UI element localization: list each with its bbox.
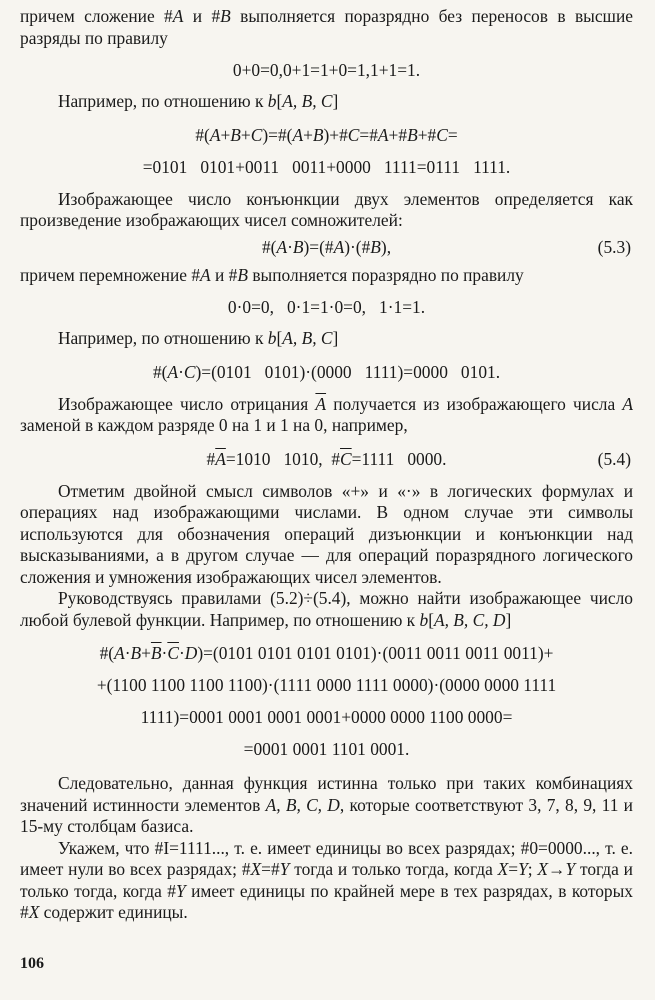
italic-symbol: X xyxy=(497,859,509,879)
text-run: + xyxy=(220,124,231,145)
italic-symbol: A, B, C, D xyxy=(433,609,506,630)
italic-symbol: C xyxy=(436,124,448,145)
text-run: · xyxy=(178,361,184,382)
text-run: )·(# xyxy=(344,236,371,257)
italic-symbol: B xyxy=(407,124,418,145)
negated-symbol: $\overline{A}$ xyxy=(315,393,327,414)
text-run: )=(# xyxy=(303,236,334,257)
italic-symbol: X xyxy=(28,902,40,922)
italic-symbol: B xyxy=(312,124,324,145)
text-run: #( xyxy=(195,124,210,145)
paragraph xyxy=(20,328,633,350)
text-run: ] xyxy=(332,91,339,111)
text-run: # xyxy=(206,448,216,469)
text-run: → xyxy=(548,859,566,879)
text-run: причем сложение xyxy=(20,6,165,26)
text-run: Изображающее число отрицания xyxy=(58,393,316,414)
italic-symbol: B xyxy=(237,264,248,285)
text-run: =# xyxy=(359,124,378,145)
text-run: # xyxy=(211,6,221,26)
text-run: тогда и только тогда, когда xyxy=(289,859,498,879)
text-run: )+# xyxy=(323,124,348,145)
text-run: 0·0=0, 0·1=1·0=0, 1·1=1. xyxy=(227,297,426,317)
text-run: +# xyxy=(388,124,408,145)
italic-symbol: A xyxy=(377,124,389,145)
text-run: =0101 0101+0011 0011+0000 1111=0111 1111. xyxy=(142,156,511,177)
italic-symbol: C xyxy=(183,361,196,382)
text-run: выполняется поразрядно по правилу xyxy=(248,264,524,285)
text-run: # xyxy=(191,264,201,285)
italic-symbol: A xyxy=(209,124,221,145)
formula xyxy=(20,448,633,470)
italic-symbol: A xyxy=(167,361,179,382)
italic-symbol: Y xyxy=(279,859,290,879)
text-run: имеет единицы по крайней мере в тех разрядах, в которых # xyxy=(20,880,633,922)
text-run: Например, по отношению к xyxy=(58,91,268,111)
text-run: =0001 0001 1101 0001. xyxy=(243,739,410,759)
paragraph xyxy=(20,265,633,287)
page-content xyxy=(20,6,633,924)
text-run: Например, по отношению к xyxy=(58,328,268,348)
italic-symbol: b xyxy=(267,328,277,348)
text-run: [ xyxy=(428,609,434,630)
text-run: · xyxy=(124,643,131,663)
text-run: Отметим двойной смысл символов «+» и «·» в логических формулах и операциях над изображающими числами. В одном случае эти символы используются для обозначения операций дизъюнкции и конъюнкции над высказываниями, а в другом случае — для операций поразрядного логического сложения и умножения изображающих чисел элементов. xyxy=(20,480,633,587)
italic-symbol: Y xyxy=(518,859,528,879)
text-run: ] xyxy=(505,609,512,630)
text-run: получается из изображающего числа xyxy=(326,393,623,414)
formula xyxy=(20,124,633,146)
text-run: )=#( xyxy=(262,124,293,145)
text-run: # xyxy=(164,6,173,26)
text-run: + xyxy=(141,643,151,663)
text-run: ), xyxy=(380,236,392,257)
formula xyxy=(20,706,633,728)
negated-symbol: $\overline{C}$ xyxy=(167,643,179,663)
text-run: + xyxy=(240,124,251,145)
text-run: )=(0101 0101)·(0000 1111)=0000 0101. xyxy=(195,361,501,382)
formula xyxy=(20,738,633,760)
italic-symbol: A, B, C, D xyxy=(265,794,340,815)
text-run: #( xyxy=(99,643,115,663)
italic-symbol: A, B, C xyxy=(282,328,333,348)
paragraph xyxy=(20,481,633,589)
italic-symbol: A xyxy=(292,124,304,145)
text-run: и xyxy=(210,264,229,285)
text-run: , которые соответствуют 3, 7, 8, 9, 11 и 15-му столбцам базиса. xyxy=(20,794,633,836)
text-run: содержит единицы. xyxy=(39,902,188,922)
formula xyxy=(20,642,633,664)
formula xyxy=(20,59,633,81)
text-run: выполняется поразрядно без переносов в высшие разряды по правилу xyxy=(20,6,633,48)
paragraph xyxy=(20,588,633,631)
formula xyxy=(20,156,633,178)
text-run: 0+0=0,0+1=1+0=1,1+1=1. xyxy=(232,60,421,80)
paragraph xyxy=(20,773,633,838)
text-run: +(1100 1100 1100 1100)·(1111 0000 1111 0000)·(0000 0000 1111 xyxy=(96,675,557,695)
italic-symbol: B xyxy=(130,643,142,663)
negated-symbol: $\overline{A}$ xyxy=(215,448,226,469)
italic-symbol: X xyxy=(250,859,262,879)
text-run: · xyxy=(161,643,168,663)
equation-number: (5.3) xyxy=(597,236,631,257)
text-run: · xyxy=(178,643,185,663)
italic-symbol: B xyxy=(220,6,231,26)
formula xyxy=(20,236,633,258)
paragraph xyxy=(20,189,633,232)
paragraph xyxy=(20,91,633,113)
text-run: 1111)=0001 0001 0001 0001+0000 0000 1100 0000= xyxy=(140,707,513,727)
italic-symbol: B xyxy=(370,236,381,257)
text-run: ] xyxy=(332,328,339,348)
text-run: =1111 0000. xyxy=(351,448,447,469)
italic-symbol: A xyxy=(622,393,633,414)
equation-number: (5.4) xyxy=(597,448,631,469)
text-run: )=(0101 0101 0101 0101)·(0011 0011 0011 0011)+ xyxy=(197,643,554,663)
text-run: ; xyxy=(527,859,538,879)
paragraph xyxy=(20,6,633,49)
italic-symbol: B xyxy=(230,124,241,145)
paragraph xyxy=(20,394,633,437)
italic-symbol: A xyxy=(333,236,345,257)
text-run: =1010 1010, # xyxy=(225,448,341,469)
negated-symbol: $\overline{B}$ xyxy=(150,643,162,663)
text-run: Следовательно, данная функция истинна только при таких комбинациях значений истинности элементов xyxy=(20,773,633,815)
text-run: · xyxy=(287,236,293,257)
text-run: Укажем, что #I=1111..., т. е. имеет единицы во всех разрядах; #0=0000..., т. е. имеет нули во всех разрядах; # xyxy=(20,837,633,879)
page-number: 106 xyxy=(20,955,44,972)
italic-symbol: Y xyxy=(565,859,576,879)
italic-symbol: A, B, C xyxy=(282,91,333,111)
italic-symbol: C xyxy=(250,124,263,145)
formula xyxy=(20,361,633,383)
text-run: Руководствуясь правилами (5.2)÷(5.4), можно найти изображающее число любой булевой функции. Например, по отношению к xyxy=(20,588,633,630)
negated-symbol: $\overline{C}$ xyxy=(340,448,352,469)
text-run: [ xyxy=(276,328,283,348)
italic-symbol: b xyxy=(267,91,277,111)
text-run: причем перемножение xyxy=(20,264,192,285)
text-run: = xyxy=(447,124,458,145)
italic-symbol: b xyxy=(419,609,429,630)
text-run: + xyxy=(303,124,313,145)
italic-symbol: Y xyxy=(175,880,186,901)
text-run: Изображающее число конъюнкции двух элементов определяется как произведение изображающих чисел сомножителей: xyxy=(20,188,633,230)
text-run: и xyxy=(183,6,212,26)
text-run: =# xyxy=(261,859,280,879)
italic-symbol: X xyxy=(537,859,549,879)
italic-symbol: B xyxy=(292,236,304,257)
text-run: +# xyxy=(417,124,437,145)
text-run: тогда и только тогда, когда # xyxy=(20,859,633,901)
text-run: # xyxy=(228,264,238,285)
italic-symbol: A xyxy=(114,643,125,663)
italic-symbol: C xyxy=(347,124,360,145)
italic-symbol: A xyxy=(172,6,184,26)
italic-symbol: A xyxy=(200,264,211,285)
text-run: #( xyxy=(261,236,277,257)
italic-symbol: A xyxy=(276,236,288,257)
text-run: [ xyxy=(276,91,283,111)
italic-symbol: D xyxy=(184,643,198,663)
paragraph xyxy=(20,838,633,924)
text-run: = xyxy=(508,859,519,879)
text-run: #( xyxy=(152,361,168,382)
formula xyxy=(20,674,633,696)
text-run: заменой в каждом разряде 0 на 1 и 1 на 0, например, xyxy=(20,415,408,435)
formula xyxy=(20,296,633,318)
